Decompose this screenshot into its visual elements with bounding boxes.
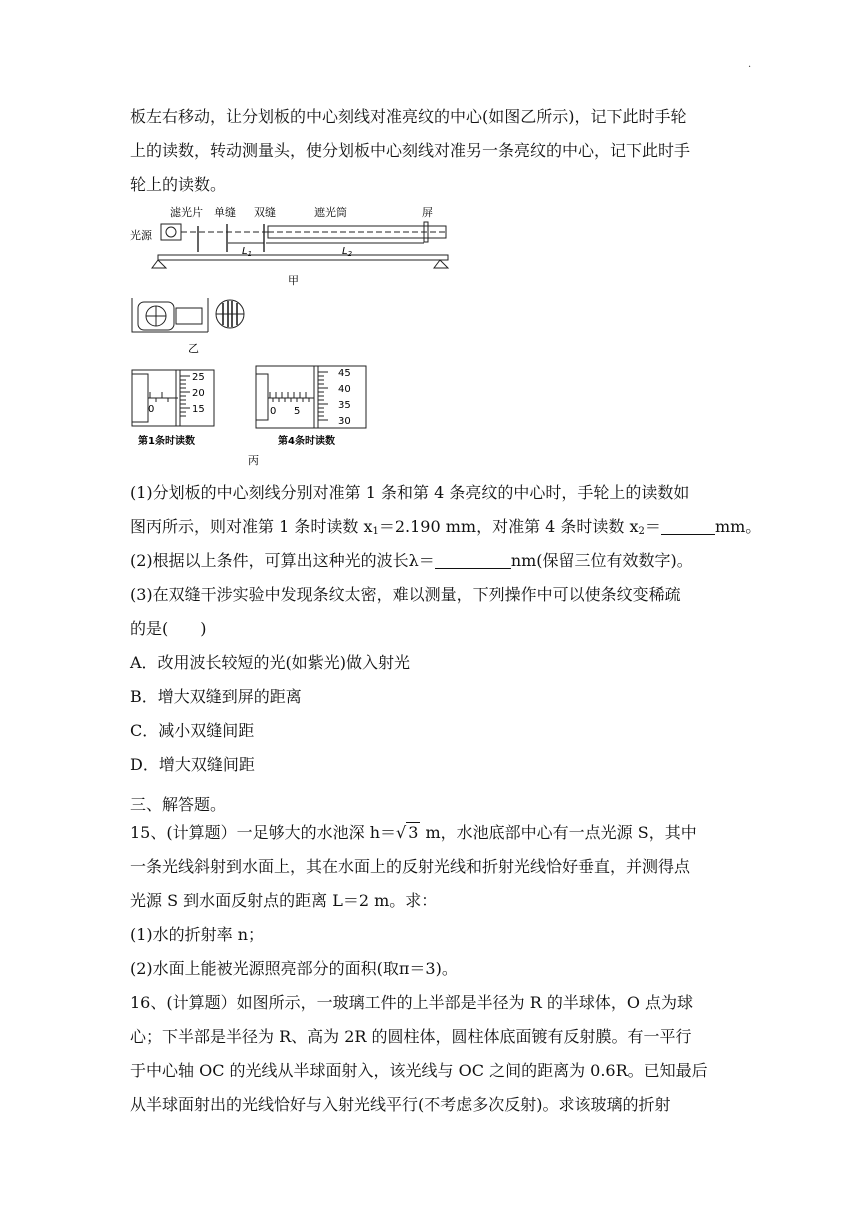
label-single-slit: 单缝 [214, 206, 236, 219]
intro-line-2: 上的读数，转动测量头，使分划板中心刻线对准另一条亮纹的中心，记下此时手 [130, 141, 691, 160]
bench-left-foot [152, 260, 166, 268]
page-mark: · [748, 62, 752, 73]
q15-line3: 光源 S 到水面反射点的距离 L＝2 m。求： [130, 891, 438, 910]
intro-line-3: 轮上的读数。 [130, 175, 227, 194]
figure-yi-caption: 乙 [188, 342, 199, 355]
label-screen: 屏 [422, 206, 433, 219]
q14-option-d: D．增大双缝间距 [130, 755, 255, 774]
gauge4-tick-35: 35 [338, 400, 351, 411]
tube-body [268, 226, 446, 238]
q14-part2: (2)根据以上条件，可算出这种光的波长λ＝ nm(保留三位有效数字)。 [130, 551, 693, 570]
figure-bing-readings [128, 362, 388, 472]
gauge1-tick-25: 25 [192, 372, 205, 383]
q14-part3-line2: 的是( ) [130, 619, 207, 638]
q14-option-c: C．减小双缝间距 [130, 721, 255, 740]
answer-blank-wavelength[interactable] [435, 550, 511, 569]
label-light-source: 光源 [130, 229, 152, 242]
q14-part1-line2: 图丙所示，则对准第 1 条时读数 $x_1=2.190$ mm，对准第 4 条时读数 $x_2=$ mm。 [130, 517, 762, 537]
gauge4-tick-30: 30 [338, 416, 351, 427]
figure-jia-caption: 甲 [288, 274, 299, 287]
gauge-4 [256, 366, 366, 447]
label-L1: $L_1$ [242, 246, 253, 258]
figure-bing-caption: 丙 [248, 454, 259, 467]
gauge4-label: 第4条时读数 [278, 436, 335, 447]
gauge4-tick-45: 45 [338, 368, 351, 379]
answer-blank-x2[interactable] [661, 516, 715, 535]
label-double-slit: 双缝 [254, 206, 276, 219]
gauge1-main-scale: 0 [148, 404, 155, 415]
figure-yi-measuring-head [128, 296, 268, 356]
measuring-barrel [176, 308, 202, 324]
light-source-box [161, 224, 181, 240]
label-filter: 滤光片 [170, 206, 203, 219]
q16-line3: 于中心轴 OC 的光线从半球面射入，该光线与 OC 之间的距离为 0.6R。已知最后 [130, 1061, 708, 1080]
q15-sub1: (1)水的折射率 n； [130, 925, 265, 944]
gauge4-main-scale-0: 0 [270, 406, 277, 417]
gauge1-tick-15: 15 [192, 404, 205, 415]
q16-line4: 从半球面射出的光线恰好与入射光线平行(不考虑多次反射)。求该玻璃的折射 [130, 1095, 671, 1114]
gauge4-main-scale-5: 5 [294, 406, 301, 417]
lamp-icon [166, 227, 176, 237]
gauge-1 [132, 370, 214, 447]
q15-line2: 一条光线斜射到水面上，其在水面上的反射光线和折射光线恰好垂直，并测得点 [130, 857, 691, 876]
gauge1-label: 第1条时读数 [138, 436, 195, 447]
q14-option-a: A．改用波长较短的光(如紫光)做入射光 [130, 653, 411, 672]
q14-part3-line1: (3)在双缝干涉实验中发现条纹太密，难以测量，下列操作中可以使条纹变稀疏 [130, 585, 681, 604]
label-tube: 遮光筒 [314, 206, 347, 219]
sqrt-expression: √ 3 [396, 823, 419, 842]
gauge1-tick-20: 20 [192, 388, 205, 399]
q16-line2: 心；下半部是半径为 R、高为 2R 的圆柱体，圆柱体底面镀有反射膜。有一平行 [130, 1027, 692, 1046]
intro-line-1: 板左右移动，让分划板的中心刻线对准亮纹的中心(如图乙所示)，记下此时手轮 [130, 107, 687, 126]
yi-frame [132, 298, 208, 332]
q14-option-b: B．增大双缝到屏的距离 [130, 687, 302, 706]
q15-sub2: (2)水面上能被光源照亮部分的面积(取π＝3)。 [130, 959, 458, 978]
q16-line1: 16、(计算题）如图所示，一玻璃工件的上半部是半径为 R 的半球体，O 点为球 [130, 993, 694, 1012]
figure-jia-apparatus [128, 202, 458, 288]
section3-title: 三、解答题。 [130, 795, 227, 814]
bench-right-foot [434, 260, 448, 268]
gauge4-tick-40: 40 [338, 384, 351, 395]
optical-bench [158, 255, 448, 260]
label-L2: $L_2$ [342, 246, 353, 258]
q15-line1: 15、(计算题）一足够大的水池深 h＝√ 3 m，水池底部中心有一点光源 S，其中 [130, 816, 697, 850]
q14-part1-line1: (1)分划板的中心刻线分别对准第 1 条和第 4 条亮纹的中心时，手轮上的读数如 [130, 483, 690, 502]
